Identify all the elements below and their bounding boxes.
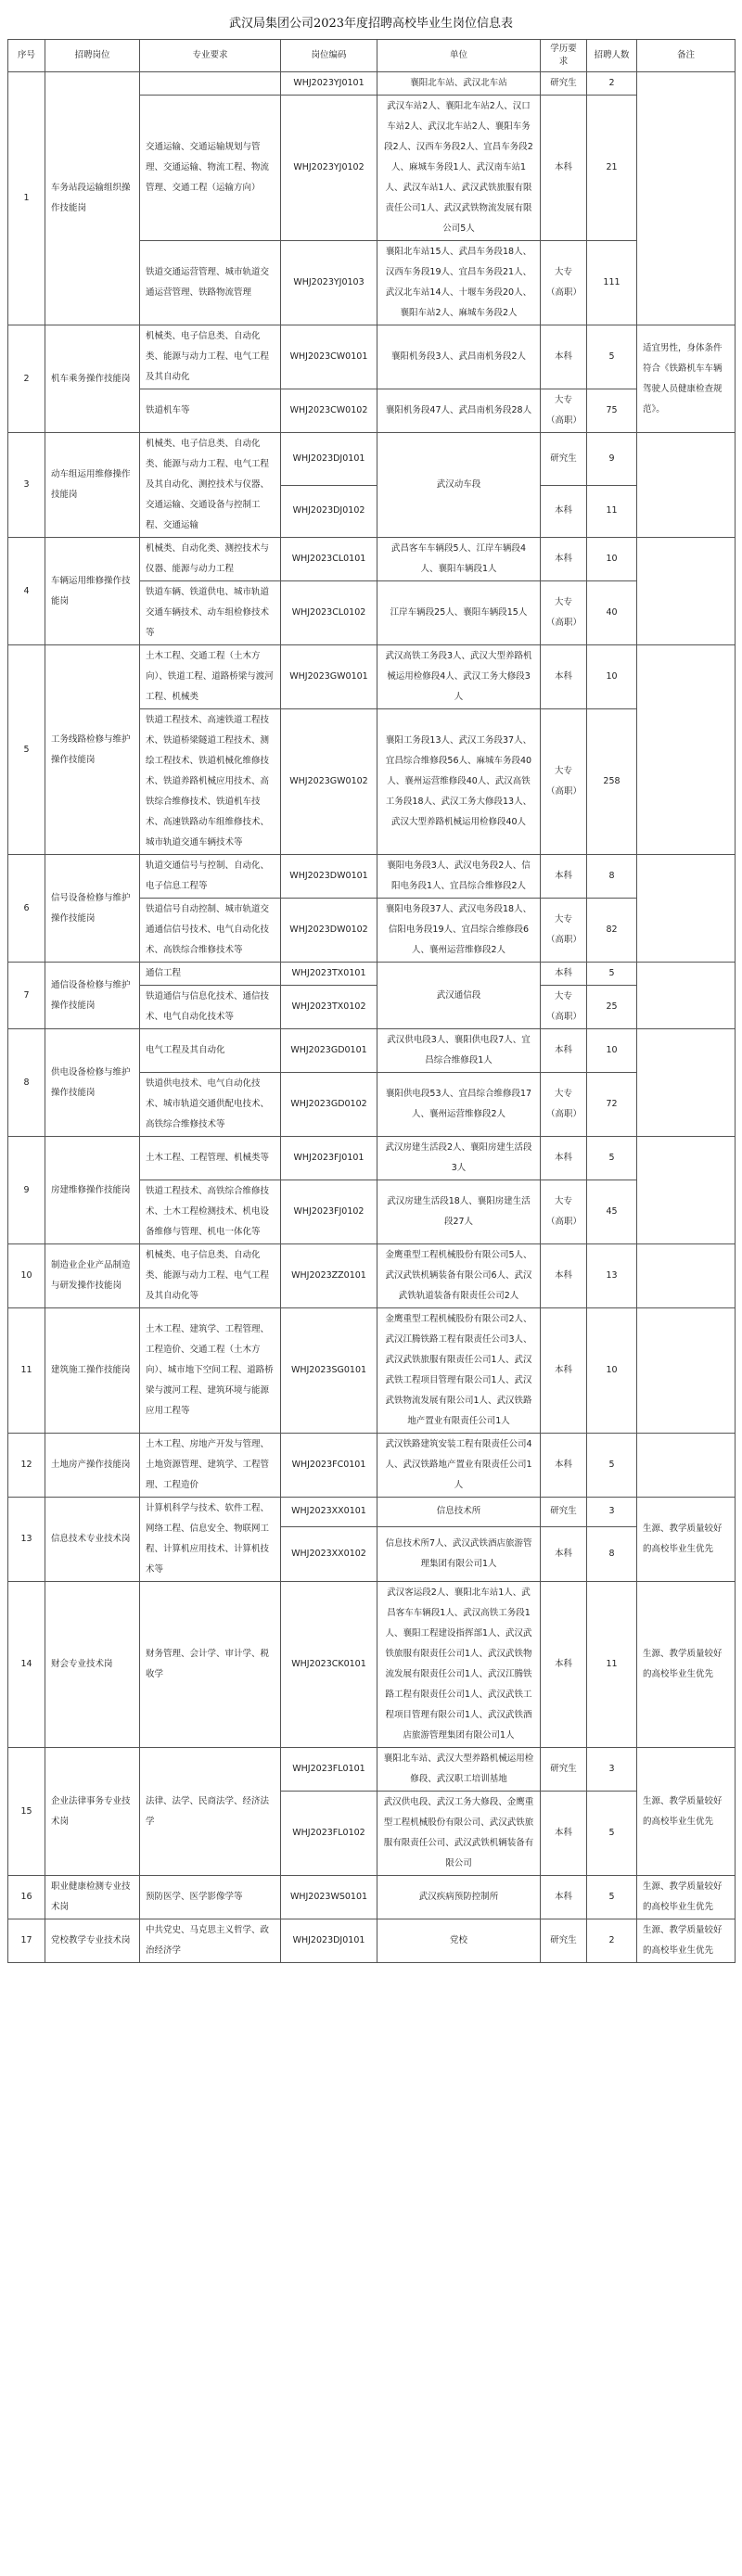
post-name: 动车组运用维修操作技能岗 <box>45 433 140 538</box>
education-requirement: 大专（高职） <box>541 581 587 645</box>
major-requirement: 铁道交通运营管理、城市轨道交通运营管理、铁路物流管理 <box>140 241 281 325</box>
post-code: WHJ2023CW0101 <box>281 325 377 389</box>
major-requirement: 中共党史、马克思主义哲学、政治经济学 <box>140 1919 281 1963</box>
education-requirement: 本科 <box>541 1526 587 1581</box>
table-row <box>8 963 736 986</box>
remark <box>637 645 736 855</box>
education-requirement: 研究生 <box>541 1498 587 1527</box>
table-row <box>8 1748 736 1792</box>
post-name: 财会专业技术岗 <box>45 1582 140 1748</box>
post-code: WHJ2023FJ0102 <box>281 1180 377 1244</box>
hire-count: 2 <box>587 1919 637 1963</box>
remark <box>637 963 736 1029</box>
major-requirement: 铁道信号自动控制、城市轨道交通通信信号技术、电气自动化技术、高铁综合维修技术等 <box>140 899 281 963</box>
unit-name: 襄阳北车站、武汉大型养路机械运用检修段、武汉职工培训基地 <box>377 1748 541 1792</box>
table-row <box>8 1308 736 1434</box>
remark <box>637 1029 736 1137</box>
table-row <box>8 1498 736 1527</box>
education-requirement: 本科 <box>541 1582 587 1748</box>
major-requirement: 交通运输、交通运输规划与管理、交通运输、物流工程、物流管理、交通工程（运输方向） <box>140 96 281 241</box>
hire-count: 3 <box>587 1748 637 1792</box>
hire-count: 10 <box>587 538 637 581</box>
table-row <box>8 325 736 389</box>
hire-count: 40 <box>587 581 637 645</box>
remark: 生源、教学质量较好的高校毕业生优先 <box>637 1748 736 1876</box>
header-remark: 备注 <box>637 40 736 72</box>
education-requirement: 研究生 <box>541 433 587 486</box>
post-name: 供电设备检修与维护操作技能岗 <box>45 1029 140 1137</box>
row-number: 2 <box>8 325 45 433</box>
unit-name: 襄阳供电段53人、宜昌综合维修段17人、襄州运营维修段2人 <box>377 1073 541 1137</box>
table-row <box>8 1582 736 1748</box>
hire-count: 5 <box>587 1137 637 1180</box>
education-requirement: 本科 <box>541 538 587 581</box>
major-requirement: 机械类、电子信息类、自动化类、能源与动力工程、电气工程及其自动化 <box>140 325 281 389</box>
major-requirement <box>140 72 281 96</box>
post-code: WHJ2023DW0101 <box>281 855 377 899</box>
remark <box>637 538 736 645</box>
major-requirement: 计算机科学与技术、软件工程、网络工程、信息安全、物联网工程、计算机应用技术、计算机技术等 <box>140 1498 281 1582</box>
remark: 生源、教学质量较好的高校毕业生优先 <box>637 1498 736 1582</box>
hire-count: 10 <box>587 645 637 709</box>
post-code: WHJ2023FJ0101 <box>281 1137 377 1180</box>
post-name: 通信设备检修与维护操作技能岗 <box>45 963 140 1029</box>
row-number: 12 <box>8 1434 45 1498</box>
unit-name: 武汉客运段2人、襄阳北车站1人、武昌客车车辆段1人、武汉高铁工务段1人、襄阳工程建设指挥部1人、武汉武铁旅服有限责任公司1人、武汉武铁物流发展有限责任公司1人、武汉江腾铁路工程有限责任公司1人、武汉武铁工程项目管理有限公司1人、武汉武铁酒店旅游管理集团有限公司1人 <box>377 1582 541 1748</box>
education-requirement: 本科 <box>541 645 587 709</box>
major-requirement: 土木工程、建筑学、工程管理、工程造价、交通工程（土木方向）、城市地下空间工程、道路桥梁与渡河工程、建筑环境与能源应用工程等 <box>140 1308 281 1434</box>
education-requirement: 大专（高职） <box>541 986 587 1029</box>
hire-count: 9 <box>587 433 637 486</box>
hire-count: 111 <box>587 241 637 325</box>
post-code: WHJ2023DW0102 <box>281 899 377 963</box>
post-code: WHJ2023DJ0101 <box>281 433 377 486</box>
header-count: 招聘人数 <box>587 40 637 72</box>
post-code: WHJ2023GD0101 <box>281 1029 377 1073</box>
table-row <box>8 1244 736 1308</box>
row-number: 3 <box>8 433 45 538</box>
unit-name: 襄阳北车站15人、武昌车务段18人、汉西车务段19人、宜昌车务段21人、武汉北车站14人、十堰车务段20人、襄阳车站2人、麻城车务段2人 <box>377 241 541 325</box>
post-name: 房建维修操作技能岗 <box>45 1137 140 1244</box>
remark <box>637 855 736 963</box>
major-requirement: 土木工程、交通工程（土木方向）、铁道工程、道路桥梁与渡河工程、机械类 <box>140 645 281 709</box>
unit-name: 武汉供电段3人、襄阳供电段7人、宜昌综合维修段1人 <box>377 1029 541 1073</box>
education-requirement: 本科 <box>541 485 587 538</box>
hire-count: 258 <box>587 709 637 855</box>
hire-count: 75 <box>587 389 637 433</box>
unit-name: 武汉铁路建筑安装工程有限责任公司4人、武汉铁路地产置业有限责任公司1人 <box>377 1434 541 1498</box>
table-row <box>8 1029 736 1073</box>
unit-name: 江岸车辆段25人、襄阳车辆段15人 <box>377 581 541 645</box>
unit-name: 武汉车站2人、襄阳北车站2人、汉口车站2人、武汉北车站2人、襄阳车务段2人、汉西车务段2人、宜昌车务段2人、麻城车务段1人、武汉南车站1人、武汉车站1人、武汉武铁旅服有限责任公司1人、武汉武铁物流发展有限公司5人 <box>377 96 541 241</box>
post-code: WHJ2023ZZ0101 <box>281 1244 377 1308</box>
major-requirement: 轨道交通信号与控制、自动化、电子信息工程等 <box>140 855 281 899</box>
hire-count: 45 <box>587 1180 637 1244</box>
unit-name: 武汉疾病预防控制所 <box>377 1876 541 1919</box>
unit-name: 金鹰重型工程机械股份有限公司2人、武汉江腾铁路工程有限责任公司3人、武汉武铁旅服有限责任公司1人、武汉武铁工程项目管理有限公司1人、武汉武铁物流发展有限公司1人、武汉铁路地产置业有限责任公司1人 <box>377 1308 541 1434</box>
header-post: 招聘岗位 <box>45 40 140 72</box>
unit-name: 襄阳机务段47人、武昌南机务段28人 <box>377 389 541 433</box>
row-number: 15 <box>8 1748 45 1876</box>
header-unit: 单位 <box>377 40 541 72</box>
post-code: WHJ2023YJ0102 <box>281 96 377 241</box>
post-code: WHJ2023FC0101 <box>281 1434 377 1498</box>
hire-count: 8 <box>587 855 637 899</box>
post-code: WHJ2023GD0102 <box>281 1073 377 1137</box>
remark <box>637 72 736 325</box>
post-code: WHJ2023GW0102 <box>281 709 377 855</box>
table-row <box>8 1876 736 1919</box>
education-requirement: 大专（高职） <box>541 389 587 433</box>
hire-count: 21 <box>587 96 637 241</box>
row-number: 16 <box>8 1876 45 1919</box>
table-row <box>8 1137 736 1180</box>
remark: 适宜男性，身体条件符合《铁路机车车辆驾驶人员健康检查规范》。 <box>637 325 736 433</box>
education-requirement: 研究生 <box>541 1748 587 1792</box>
hire-count: 8 <box>587 1526 637 1581</box>
row-number: 8 <box>8 1029 45 1137</box>
hire-count: 82 <box>587 899 637 963</box>
hire-count: 11 <box>587 485 637 538</box>
remark <box>637 1308 736 1434</box>
unit-name: 武汉通信段 <box>377 963 541 1029</box>
post-name: 土地房产操作技能岗 <box>45 1434 140 1498</box>
post-code: WHJ2023CK0101 <box>281 1582 377 1748</box>
education-requirement: 本科 <box>541 1434 587 1498</box>
major-requirement: 土木工程、工程管理、机械类等 <box>140 1137 281 1180</box>
table-header-row <box>8 40 736 72</box>
post-name: 信号设备检修与维护操作技能岗 <box>45 855 140 963</box>
table-row <box>8 433 736 486</box>
major-requirement: 法律、法学、民商法学、经济法学 <box>140 1748 281 1876</box>
hire-count: 3 <box>587 1498 637 1527</box>
row-number: 6 <box>8 855 45 963</box>
table-row <box>8 1434 736 1498</box>
remark: 生源、教学质量较好的高校毕业生优先 <box>637 1582 736 1748</box>
table-row <box>8 855 736 899</box>
header-code: 岗位编码 <box>281 40 377 72</box>
hire-count: 5 <box>587 1792 637 1876</box>
unit-name: 襄阳电务段37人、武汉电务段18人、信阳电务段19人、宜昌综合维修段6人、襄州运营维修段2人 <box>377 899 541 963</box>
major-requirement: 铁道通信与信息化技术、通信技术、电气自动化技术等 <box>140 986 281 1029</box>
major-requirement: 铁道工程技术、高铁综合维修技术、土木工程检测技术、机电设备维修与管理、机电一体化等 <box>140 1180 281 1244</box>
unit-name: 武昌客车车辆段5人、江岸车辆段4人、襄阳车辆段1人 <box>377 538 541 581</box>
table-row <box>8 645 736 709</box>
post-name: 党校教学专业技术岗 <box>45 1919 140 1963</box>
row-number: 9 <box>8 1137 45 1244</box>
page-title: 武汉局集团公司2023年度招聘高校毕业生岗位信息表 <box>228 17 514 31</box>
post-code: WHJ2023GW0101 <box>281 645 377 709</box>
post-code: WHJ2023CW0102 <box>281 389 377 433</box>
major-requirement: 铁道工程技术、高速铁道工程技术、铁道桥梁隧道工程技术、测绘工程技术、铁道机械化维修技术、铁道养路机械应用技术、高铁综合维修技术、铁道机车技术、高速铁路动车组维修技术、城市轨道交通车辆技术等 <box>140 709 281 855</box>
row-number: 14 <box>8 1582 45 1748</box>
post-name: 制造业企业产品制造与研发操作技能岗 <box>45 1244 140 1308</box>
row-number: 4 <box>8 538 45 645</box>
table-row <box>8 1919 736 1963</box>
unit-name: 襄阳北车站、武汉北车站 <box>377 72 541 96</box>
table-row <box>8 538 736 581</box>
post-name: 职业健康检测专业技术岗 <box>45 1876 140 1919</box>
education-requirement: 大专（高职） <box>541 1180 587 1244</box>
major-requirement: 土木工程、房地产开发与管理、土地资源管理、建筑学、工程管理、工程造价 <box>140 1434 281 1498</box>
job-table <box>7 39 736 1963</box>
unit-name: 襄阳电务段3人、武汉电务段2人、信阳电务段1人、宜昌综合维修段2人 <box>377 855 541 899</box>
major-requirement: 机械类、自动化类、测控技术与仪器、能源与动力工程 <box>140 538 281 581</box>
unit-name: 武汉供电段、武汉工务大修段、金鹰重型工程机械股份有限公司、武汉武铁旅服有限责任公司、武汉武铁机辆装备有限公司 <box>377 1792 541 1876</box>
post-name: 企业法律事务专业技术岗 <box>45 1748 140 1876</box>
remark: 生源、教学质量较好的高校毕业生优先 <box>637 1919 736 1963</box>
post-code: WHJ2023FL0102 <box>281 1792 377 1876</box>
unit-name: 武汉房建生活段18人、襄阳房建生活段27人 <box>377 1180 541 1244</box>
education-requirement: 研究生 <box>541 1919 587 1963</box>
education-requirement: 本科 <box>541 325 587 389</box>
row-number: 10 <box>8 1244 45 1308</box>
post-code: WHJ2023DJ0101 <box>281 1919 377 1963</box>
post-code: WHJ2023XX0101 <box>281 1498 377 1527</box>
table-body <box>8 72 736 1963</box>
unit-name: 襄阳工务段13人、武汉工务段37人、宜昌综合维修段56人、麻城车务段40人、襄州运营维修段40人、武汉高铁工务段18人、武汉工务大修段13人、武汉大型养路机械运用检修段40人 <box>377 709 541 855</box>
row-number: 7 <box>8 963 45 1029</box>
hire-count: 2 <box>587 72 637 96</box>
education-requirement: 本科 <box>541 1792 587 1876</box>
hire-count: 5 <box>587 963 637 986</box>
unit-name: 金鹰重型工程机械股份有限公司5人、武汉武铁机辆装备有限公司6人、武汉武铁轨道装备有限责任公司2人 <box>377 1244 541 1308</box>
remark <box>637 1434 736 1498</box>
education-requirement: 大专（高职） <box>541 899 587 963</box>
hire-count: 5 <box>587 325 637 389</box>
education-requirement: 大专（高职） <box>541 1073 587 1137</box>
hire-count: 10 <box>587 1308 637 1434</box>
education-requirement: 大专（高职） <box>541 241 587 325</box>
hire-count: 11 <box>587 1582 637 1748</box>
post-code: WHJ2023YJ0101 <box>281 72 377 96</box>
post-name: 建筑施工操作技能岗 <box>45 1308 140 1434</box>
major-requirement: 铁道机车等 <box>140 389 281 433</box>
post-name: 机车乘务操作技能岗 <box>45 325 140 433</box>
unit-name: 武汉高铁工务段3人、武汉大型养路机械运用检修段4人、武汉工务大修段3人 <box>377 645 541 709</box>
post-name: 车辆运用维修操作技能岗 <box>45 538 140 645</box>
education-requirement: 本科 <box>541 96 587 241</box>
post-code: WHJ2023YJ0103 <box>281 241 377 325</box>
post-code: WHJ2023WS0101 <box>281 1876 377 1919</box>
major-requirement: 财务管理、会计学、审计学、税收学 <box>140 1582 281 1748</box>
post-name: 车务站段运输组织操作技能岗 <box>45 72 140 325</box>
major-requirement: 预防医学、医学影像学等 <box>140 1876 281 1919</box>
post-name: 工务线路检修与维护操作技能岗 <box>45 645 140 855</box>
post-code: WHJ2023CL0102 <box>281 581 377 645</box>
post-code: WHJ2023CL0101 <box>281 538 377 581</box>
post-code: WHJ2023SG0101 <box>281 1308 377 1434</box>
post-code: WHJ2023XX0102 <box>281 1526 377 1581</box>
unit-name: 信息技术所 <box>377 1498 541 1527</box>
post-code: WHJ2023TX0102 <box>281 986 377 1029</box>
remark <box>637 433 736 538</box>
major-requirement: 电气工程及其自动化 <box>140 1029 281 1073</box>
education-requirement: 本科 <box>541 963 587 986</box>
remark: 生源、教学质量较好的高校毕业生优先 <box>637 1876 736 1919</box>
post-name: 信息技术专业技术岗 <box>45 1498 140 1582</box>
row-number: 13 <box>8 1498 45 1582</box>
education-requirement: 本科 <box>541 1244 587 1308</box>
unit-name: 信息技术所7人、武汉武铁酒店旅游管理集团有限公司1人 <box>377 1526 541 1581</box>
unit-name: 党校 <box>377 1919 541 1963</box>
major-requirement: 机械类、电子信息类、自动化类、能源与动力工程、电气工程及其自动化等 <box>140 1244 281 1308</box>
post-code: WHJ2023FL0101 <box>281 1748 377 1792</box>
education-requirement: 本科 <box>541 1137 587 1180</box>
header-edu: 学历要求 <box>541 40 587 72</box>
major-requirement: 通信工程 <box>140 963 281 986</box>
education-requirement: 本科 <box>541 1308 587 1434</box>
post-code: WHJ2023DJ0102 <box>281 485 377 538</box>
post-code: WHJ2023TX0101 <box>281 963 377 986</box>
education-requirement: 本科 <box>541 855 587 899</box>
major-requirement: 机械类、电子信息类、自动化类、能源与动力工程、电气工程及其自动化、测控技术与仪器、交通运输、交通设备与控制工程、交通运输 <box>140 433 281 538</box>
unit-name: 武汉房建生活段2人、襄阳房建生活段3人 <box>377 1137 541 1180</box>
remark <box>637 1137 736 1244</box>
major-requirement: 铁道供电技术、电气自动化技术、城市轨道交通供配电技术、高铁综合维修技术等 <box>140 1073 281 1137</box>
remark <box>637 1244 736 1308</box>
table-row <box>8 72 736 96</box>
hire-count: 13 <box>587 1244 637 1308</box>
education-requirement: 大专（高职） <box>541 709 587 855</box>
hire-count: 25 <box>587 986 637 1029</box>
education-requirement: 本科 <box>541 1876 587 1919</box>
education-requirement: 研究生 <box>541 72 587 96</box>
header-no: 序号 <box>8 40 45 72</box>
row-number: 11 <box>8 1308 45 1434</box>
hire-count: 5 <box>587 1434 637 1498</box>
education-requirement: 本科 <box>541 1029 587 1073</box>
hire-count: 10 <box>587 1029 637 1073</box>
hire-count: 72 <box>587 1073 637 1137</box>
hire-count: 5 <box>587 1876 637 1919</box>
row-number: 5 <box>8 645 45 855</box>
major-requirement: 铁道车辆、铁道供电、城市轨道交通车辆技术、动车组检修技术等 <box>140 581 281 645</box>
row-number: 1 <box>8 72 45 325</box>
unit-name: 武汉动车段 <box>377 433 541 538</box>
unit-name: 襄阳机务段3人、武昌南机务段2人 <box>377 325 541 389</box>
header-major: 专业要求 <box>140 40 281 72</box>
row-number: 17 <box>8 1919 45 1963</box>
